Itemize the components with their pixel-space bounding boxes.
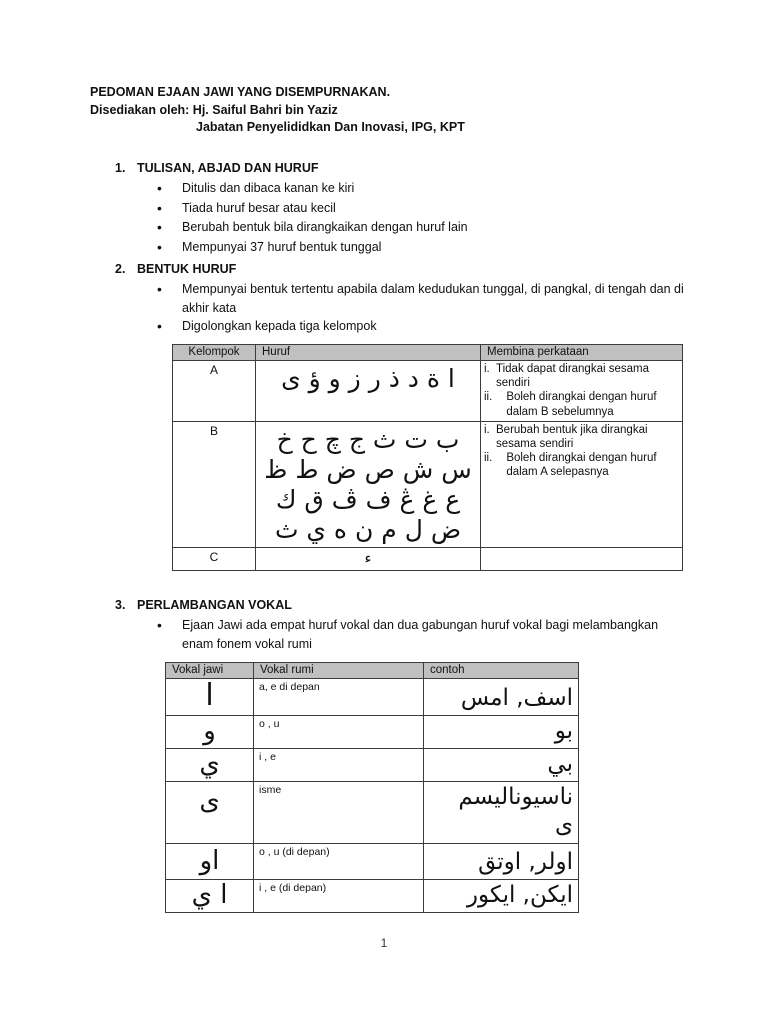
page-number: 1 (380, 936, 388, 950)
bullet-item (115, 199, 705, 219)
contoh-line: ايكن, ايكور (466, 882, 573, 909)
column-header-vokal-jawi: Vokal jawi (166, 663, 254, 679)
bullet-item (115, 238, 705, 258)
section-number: 3. (115, 598, 126, 612)
bullet-text: Mempunyai 37 huruf bentuk tunggal (182, 239, 382, 254)
vokal-jawi-value: ي (166, 749, 254, 782)
bullet-icon (115, 317, 182, 337)
document-header (90, 84, 465, 137)
contoh-value (424, 880, 579, 913)
vokal-rumi-value: isme (254, 782, 424, 844)
huruf-line: ا ة د ذ ر ز و ؤ ى (281, 364, 455, 393)
bullet-list (115, 616, 705, 653)
kelompok-value: A (173, 361, 256, 422)
bullet-item (115, 280, 705, 317)
huruf-letters (256, 547, 481, 570)
bullet-item (115, 317, 705, 337)
table-header-row (173, 345, 683, 361)
note-item (484, 423, 680, 451)
prepared-by-line: Disediakan oleh: Hj. Saiful Bahri bin Yaziz (90, 102, 338, 117)
huruf-letters (256, 361, 481, 422)
huruf-line: ع غ ڠ ف ڤ ق ك (275, 484, 461, 514)
vowel-row (166, 749, 579, 782)
note-label: ii. (484, 452, 493, 465)
section-heading (115, 161, 705, 175)
section-tulisan-abjad-huruf (115, 161, 705, 257)
section-bentuk-huruf (115, 262, 705, 337)
contoh-value (424, 749, 579, 782)
contoh-value (424, 716, 579, 749)
contoh-value (424, 844, 579, 880)
bullet-icon (115, 280, 182, 317)
table-row-group-b (173, 421, 683, 547)
huruf-line: ض ل م ن ه ي ث (274, 514, 462, 544)
column-header-huruf: Huruf (256, 345, 481, 361)
vokal-jawi-value: ا (166, 679, 254, 716)
column-header-kelompok: Kelompok (173, 345, 256, 361)
vowel-row (166, 844, 579, 880)
note-text: Boleh dirangkai dengan huruf dalam B sebelumnya (506, 391, 657, 418)
vokal-rumi-value: a, e di depan (254, 679, 424, 716)
vokal-rumi-value: o , u (254, 716, 424, 749)
kelompok-value: C (173, 547, 256, 570)
bullet-text: Ejaan Jawi ada empat huruf vokal dan dua gabungan huruf vokal bagi melambangkan enam fonem vokal rumi (182, 618, 659, 651)
note-item (484, 390, 680, 418)
section-title: PERLAMBANGAN VOKAL (137, 598, 292, 612)
huruf-line: ء (364, 548, 372, 567)
section-number: 1. (115, 161, 126, 175)
vokal-rumi-value: i , e (254, 749, 424, 782)
note-item (484, 362, 680, 390)
column-header-vokal-rumi: Vokal rumi (254, 663, 424, 679)
vowel-row (166, 716, 579, 749)
membina-notes (481, 547, 683, 570)
bullet-text: Ditulis dan dibaca kanan ke kiri (182, 181, 355, 195)
vowel-row (166, 679, 579, 716)
vokal-jawi-value: ا ي (166, 880, 254, 913)
bullet-icon (115, 199, 182, 219)
table-row-group-a (173, 361, 683, 422)
note-text: Berubah bentuk jika dirangkai sesama sendiri (496, 423, 648, 451)
note-text: Tidak dapat dirangkai sesama sendiri (496, 363, 649, 390)
vokal-rumi-value: i , e (di depan) (254, 880, 424, 913)
vowel-row (166, 880, 579, 913)
section-heading (115, 262, 705, 276)
bullet-icon (115, 616, 182, 653)
membina-notes (481, 421, 683, 547)
section-title: BENTUK HURUF (137, 262, 237, 276)
membina-notes (481, 361, 683, 422)
letter-groups-table (172, 344, 683, 571)
note-text: Boleh dirangkai dengan huruf dalam A selepasnya (506, 452, 657, 479)
note-label: i. (484, 363, 490, 375)
huruf-line: ب ت ث ج چ ح خ (276, 424, 460, 454)
table-header-row (166, 663, 579, 679)
vokal-jawi-value: ى (166, 782, 254, 844)
bullet-text: Mempunyai bentuk tertentu apabila dalam kedudukan tunggal, di pangkal, di tengah dan di akhir kata (182, 282, 684, 315)
section-number: 2. (115, 262, 126, 276)
bullet-text: Tiada huruf besar atau kecil (182, 200, 336, 215)
note-label: i. (484, 423, 490, 436)
bullet-list (115, 179, 705, 257)
note-label: ii. (484, 391, 493, 404)
vokal-rumi-value: o , u (di depan) (254, 844, 424, 880)
bullet-icon (115, 238, 182, 258)
vowel-table (165, 662, 579, 913)
note-item (484, 451, 680, 479)
vokal-jawi-value: و (166, 716, 254, 749)
bullet-item (115, 179, 705, 199)
section-heading (115, 598, 705, 612)
contoh-value (424, 782, 579, 844)
vowel-row (166, 782, 579, 844)
section-title: TULISAN, ABJAD DAN HURUF (137, 161, 319, 175)
contoh-line: اسف, امس (460, 685, 573, 712)
column-header-membina: Membina perkataan (481, 345, 683, 361)
contoh-line: بو (554, 718, 573, 745)
bullet-icon (115, 179, 182, 199)
vokal-jawi-value: او (166, 844, 254, 880)
bullet-text: Digolongkan kepada tiga kelompok (182, 319, 377, 333)
department-line: Jabatan Penyelididkan Dan Inovasi, IPG, KPT (196, 120, 465, 134)
huruf-line: س ش ص ض ط ظ (264, 454, 472, 484)
table-row-group-c (173, 547, 683, 570)
huruf-letters (256, 421, 481, 547)
kelompok-value: B (173, 421, 256, 547)
contoh-line: بي (547, 751, 573, 778)
contoh-line: اولر, اوتق (478, 849, 573, 876)
section-perlambangan-vokal (115, 598, 705, 653)
column-header-contoh: contoh (424, 663, 579, 679)
contoh-line: ناسيوناليسم (458, 784, 573, 810)
bullet-text: Berubah bentuk bila dirangkaikan dengan huruf lain (182, 220, 468, 234)
bullet-item (115, 616, 705, 653)
contoh-line: ى (554, 811, 573, 838)
bullet-icon (115, 218, 182, 238)
document-title: PEDOMAN EJAAN JAWI YANG DISEMPURNAKAN. (90, 85, 391, 99)
contoh-value (424, 679, 579, 716)
bullet-item (115, 218, 705, 238)
bullet-list (115, 280, 705, 337)
